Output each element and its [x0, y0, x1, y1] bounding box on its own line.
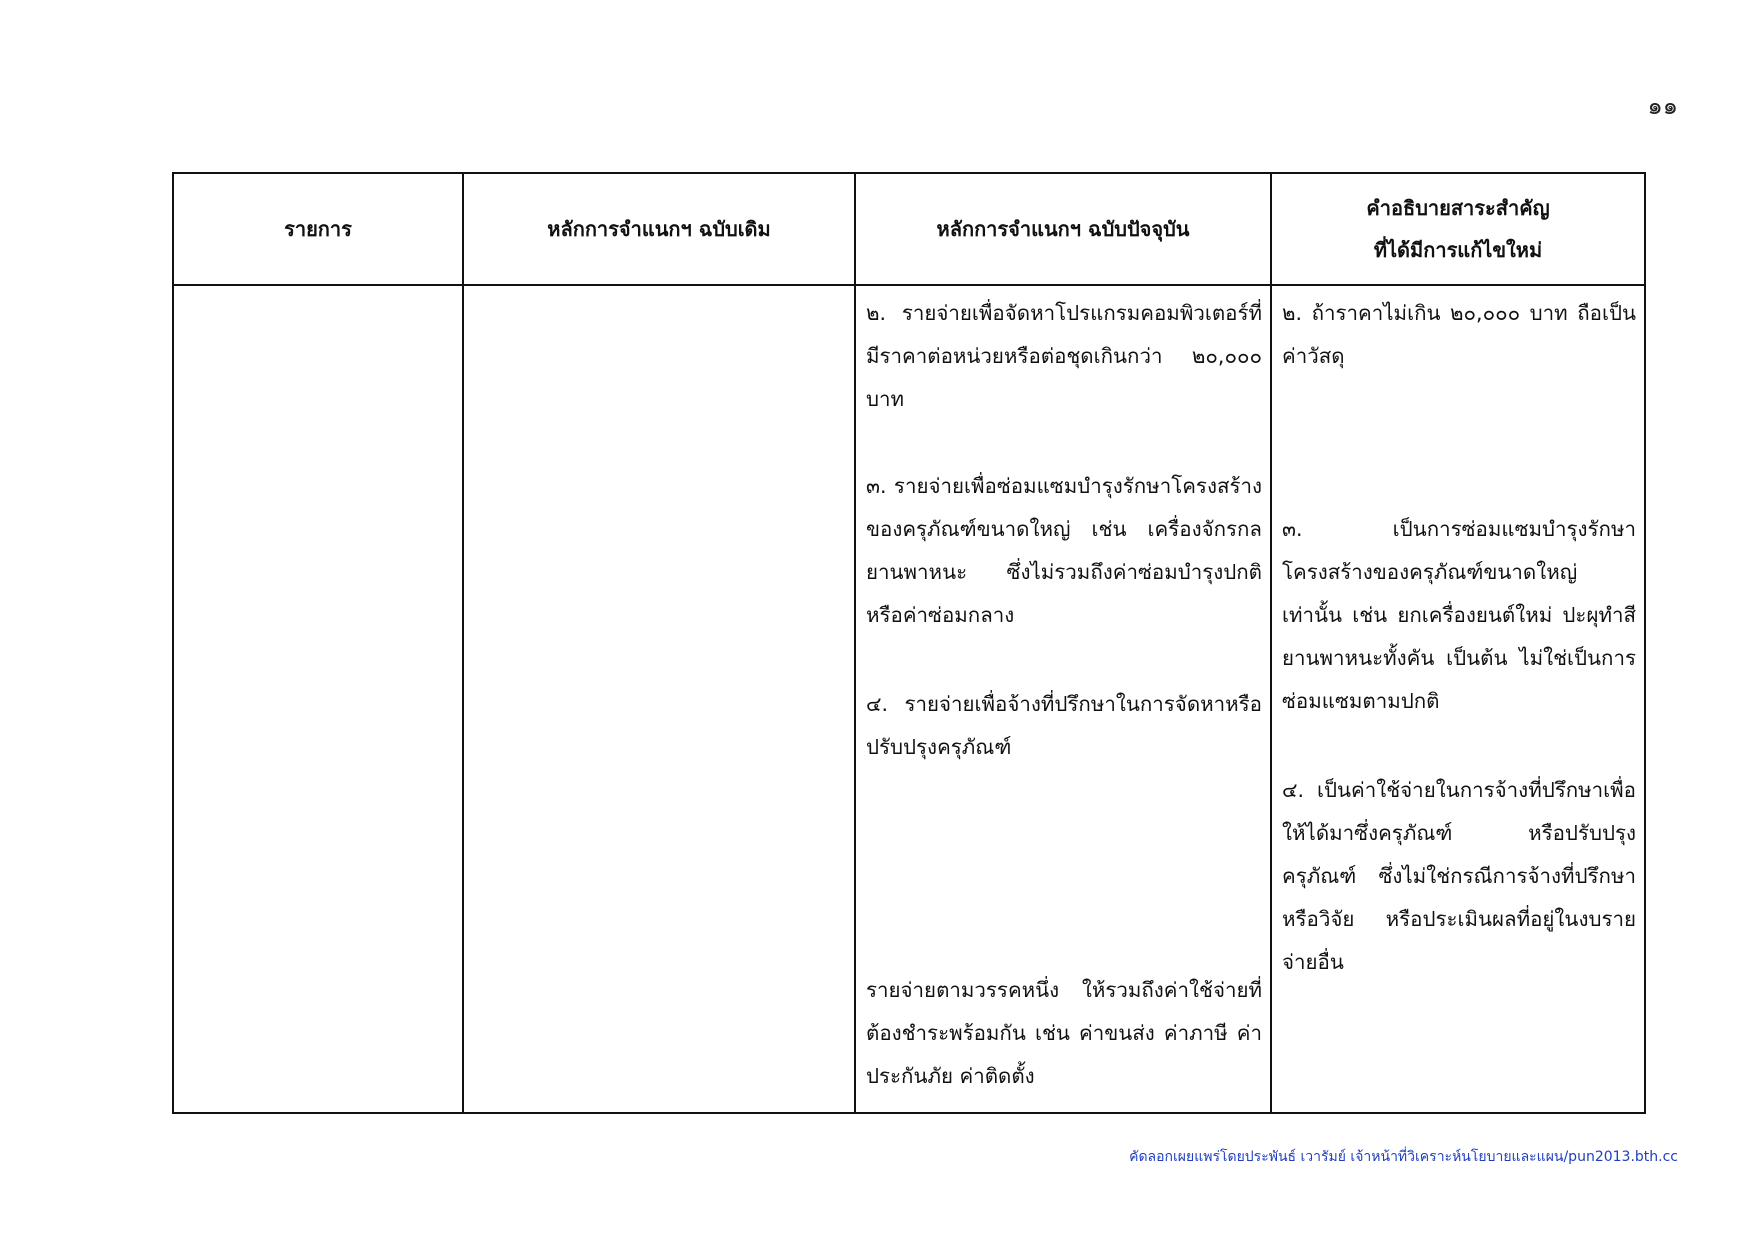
- explanation-item-4: ๔. เป็นค่าใช้จ่ายในการจ้างที่ปรึกษาเพื่อให้ได้มาซึ่งครุภัณฑ์ หรือปรับปรุงครุภัณฑ์ ซึ่งไม่ใช่กรณีการจ้างที่ปรึกษาหรือวิจัย หรือประเมินผลที่อยู่ในงบรายจ่ายอื่น: [1282, 778, 1636, 974]
- header-explanation-line1: คำอธิบายสาระสำคัญ: [1366, 196, 1550, 220]
- explanation-item-2: ๒. ถ้าราคาไม่เกิน ๒๐,๐๐๐ บาท ถือเป็นค่าวัสดุ: [1282, 301, 1636, 368]
- header-item: รายการ: [173, 173, 463, 285]
- comparison-table: [172, 172, 1646, 1114]
- footer-credit: คัดลอกเผยแพร่โดยประพันธ์ เวารัมย์ เจ้าหน้าที่วิเคราะห์นโยบายและแผน/pun2013.bth.cc: [1129, 1149, 1678, 1165]
- table-row: [173, 285, 1645, 1113]
- current-item-3: ๓. รายจ่ายเพื่อซ่อมแซมบำรุงรักษาโครงสร้างของครุภัณฑ์ขนาดใหญ่ เช่น เครื่องจักรกล ยานพาหนะ ซึ่งไม่รวมถึงค่าซ่อมบำรุงปกติหรือค่าซ่อมกลาง: [866, 474, 1262, 627]
- cell-item: [173, 285, 463, 1113]
- header-original-principle: หลักการจำแนกฯ ฉบับเดิม: [463, 173, 855, 285]
- header-current-principle: หลักการจำแนกฯ ฉบับปัจจุบัน: [855, 173, 1271, 285]
- explanation-item-3: ๓. เป็นการซ่อมแซมบำรุงรักษาโครงสร้างของครุภัณฑ์ขนาดใหญ่เท่านั้น เช่น ยกเครื่องยนต์ใหม่ ปะผุทำสียานพาหนะทั้งคัน เป็นต้น ไม่ใช่เป็นการซ่อมแซมตามปกติ: [1282, 517, 1636, 713]
- current-note: รายจ่ายตามวรรคหนึ่ง ให้รวมถึงค่าใช้จ่ายที่ต้องชำระพร้อมกัน เช่น ค่าขนส่ง ค่าภาษี ค่าประกันภัย ค่าติดตั้ง: [866, 978, 1262, 1088]
- table-header-row: [173, 173, 1645, 285]
- header-explanation-line2: ที่ได้มีการแก้ไขใหม่: [1373, 238, 1543, 262]
- header-explanation: [1271, 173, 1645, 285]
- page-number: ๑๑: [1647, 92, 1678, 120]
- cell-explanation: [1271, 285, 1645, 1113]
- current-item-2: ๒. รายจ่ายเพื่อจัดหาโปรแกรมคอมพิวเตอร์ที่มีราคาต่อหน่วยหรือต่อชุดเกินกว่า ๒๐,๐๐๐ บาท: [866, 301, 1262, 411]
- cell-original-principle: [463, 285, 855, 1113]
- cell-current-principle: [855, 285, 1271, 1113]
- current-item-4: ๔. รายจ่ายเพื่อจ้างที่ปรึกษาในการจัดหาหรือปรับปรุงครุภัณฑ์: [866, 692, 1262, 759]
